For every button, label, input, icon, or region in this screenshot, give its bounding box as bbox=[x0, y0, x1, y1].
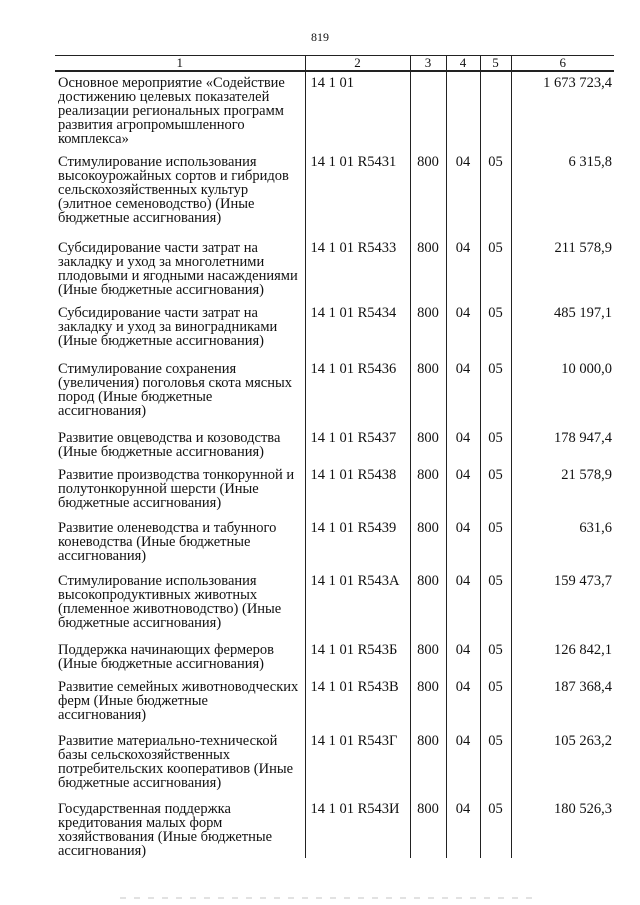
row-pr: 05 bbox=[480, 730, 511, 798]
row-pr: 05 bbox=[480, 151, 511, 237]
row-vr: 800 bbox=[410, 151, 446, 237]
table-row bbox=[55, 71, 614, 151]
row-name: Стимулирование сохранения (увеличения) поголовья скота мясных пород (Иные бюджетные ассигнования) bbox=[58, 361, 292, 419]
table-row bbox=[55, 302, 614, 358]
table-row bbox=[55, 639, 614, 676]
row-vr: 800 bbox=[410, 464, 446, 517]
row-pr: 05 bbox=[480, 358, 511, 427]
row-rz: 04 bbox=[446, 730, 480, 798]
row-pr: 05 bbox=[480, 676, 511, 730]
row-vr bbox=[410, 71, 446, 151]
row-sum: 187 368,4 bbox=[511, 676, 614, 730]
row-sum: 180 526,3 bbox=[511, 798, 614, 858]
table-row bbox=[55, 676, 614, 730]
row-code: 14 1 01 R543А bbox=[305, 570, 410, 639]
row-sum: 159 473,7 bbox=[511, 570, 614, 639]
row-code: 14 1 01 R5433 bbox=[305, 237, 410, 302]
row-rz: 04 bbox=[446, 798, 480, 858]
row-vr: 800 bbox=[410, 798, 446, 858]
row-name: Развитие оленеводства и табунного коневодства (Иные бюджетные ассигнования) bbox=[58, 520, 277, 564]
row-code: 14 1 01 R543В bbox=[305, 676, 410, 730]
row-sum: 211 578,9 bbox=[511, 237, 614, 302]
row-sum: 485 197,1 bbox=[511, 302, 614, 358]
row-vr: 800 bbox=[410, 358, 446, 427]
row-pr: 05 bbox=[480, 427, 511, 464]
budget-table-container bbox=[55, 55, 614, 859]
row-code: 14 1 01 R5436 bbox=[305, 358, 410, 427]
row-name: Развитие овцеводства и козоводства (Иные бюджетные ассигнования) bbox=[58, 430, 281, 460]
row-sum: 105 263,2 bbox=[511, 730, 614, 798]
header-col-3: 3 bbox=[410, 56, 446, 72]
row-sum: 631,6 bbox=[511, 517, 614, 570]
row-name: Государственная поддержка кредитования малых форм хозяйствования (Иные бюджетные ассигнования) bbox=[58, 801, 273, 859]
header-col-1: 1 bbox=[55, 56, 305, 72]
row-rz: 04 bbox=[446, 676, 480, 730]
row-name: Поддержка начинающих фермеров (Иные бюджетные ассигнования) bbox=[58, 642, 274, 672]
row-code: 14 1 01 R5434 bbox=[305, 302, 410, 358]
row-rz: 04 bbox=[446, 358, 480, 427]
row-vr: 800 bbox=[410, 427, 446, 464]
table-row bbox=[55, 427, 614, 464]
row-code: 14 1 01 R543Г bbox=[305, 730, 410, 798]
row-code: 14 1 01 R543И bbox=[305, 798, 410, 858]
header-col-4: 4 bbox=[446, 56, 480, 72]
row-pr: 05 bbox=[480, 237, 511, 302]
row-code: 14 1 01 R5437 bbox=[305, 427, 410, 464]
row-rz: 04 bbox=[446, 464, 480, 517]
row-code: 14 1 01 R543Б bbox=[305, 639, 410, 676]
scan-artifact bbox=[120, 897, 540, 899]
row-sum: 21 578,9 bbox=[511, 464, 614, 517]
row-rz: 04 bbox=[446, 427, 480, 464]
header-col-5: 5 bbox=[480, 56, 511, 72]
table-row bbox=[55, 798, 614, 858]
header-col-6: 6 bbox=[511, 56, 614, 72]
row-rz bbox=[446, 71, 480, 151]
row-vr: 800 bbox=[410, 730, 446, 798]
row-sum: 178 947,4 bbox=[511, 427, 614, 464]
row-rz: 04 bbox=[446, 237, 480, 302]
page-number: 819 bbox=[311, 30, 329, 44]
row-pr: 05 bbox=[480, 798, 511, 858]
row-code: 14 1 01 bbox=[305, 71, 410, 151]
row-vr: 800 bbox=[410, 676, 446, 730]
row-rz: 04 bbox=[446, 517, 480, 570]
row-pr: 05 bbox=[480, 639, 511, 676]
row-vr: 800 bbox=[410, 237, 446, 302]
table-row bbox=[55, 151, 614, 237]
row-pr: 05 bbox=[480, 517, 511, 570]
row-rz: 04 bbox=[446, 151, 480, 237]
row-name: Субсидирование части затрат на закладку и уход за виноградниками (Иные бюджетные ассигнования) bbox=[58, 305, 278, 349]
row-name: Стимулирование использования высокопродуктивных животных (племенное животноводство) (Иные бюджетные ассигнования) bbox=[58, 573, 282, 631]
table-row bbox=[55, 730, 614, 798]
row-rz: 04 bbox=[446, 302, 480, 358]
row-rz: 04 bbox=[446, 570, 480, 639]
row-sum: 126 842,1 bbox=[511, 639, 614, 676]
table-row bbox=[55, 570, 614, 639]
row-name: Развитие семейных животноводческих ферм (Иные бюджетные ассигнования) bbox=[58, 679, 299, 723]
row-vr: 800 bbox=[410, 570, 446, 639]
row-pr bbox=[480, 71, 511, 151]
row-vr: 800 bbox=[410, 302, 446, 358]
table-header-row bbox=[55, 56, 614, 72]
table-row bbox=[55, 358, 614, 427]
row-pr: 05 bbox=[480, 570, 511, 639]
table-row bbox=[55, 517, 614, 570]
row-name: Развитие материально-технической базы сельскохозяйственных потребительских кооперативов (Иные бюджетные ассигнования) bbox=[58, 733, 294, 791]
row-name: Развитие производства тонкорунной и полутонкорунной шерсти (Иные бюджетные ассигнования) bbox=[58, 467, 295, 511]
row-name: Субсидирование части затрат на закладку и уход за многолетними плодовыми и ягодными насаждениями (Иные бюджетные ассигнования) bbox=[58, 240, 298, 298]
row-pr: 05 bbox=[480, 464, 511, 517]
row-code: 14 1 01 R5438 bbox=[305, 464, 410, 517]
row-sum: 10 000,0 bbox=[511, 358, 614, 427]
row-code: 14 1 01 R5439 bbox=[305, 517, 410, 570]
table-row bbox=[55, 237, 614, 302]
row-sum: 6 315,8 bbox=[511, 151, 614, 237]
table-row bbox=[55, 464, 614, 517]
budget-table bbox=[55, 55, 614, 858]
row-vr: 800 bbox=[410, 517, 446, 570]
row-name: Основное мероприятие «Содействие достижению целевых показателей реализации региональных программ развития агропромышленного комплекса» bbox=[58, 75, 285, 147]
row-name: Стимулирование использования высокоурожайных сортов и гибридов сельскохозяйственных культур (элитное семеноводство) (Иные бюджетные ассигнования) bbox=[58, 154, 289, 226]
row-vr: 800 bbox=[410, 639, 446, 676]
row-code: 14 1 01 R5431 bbox=[305, 151, 410, 237]
row-rz: 04 bbox=[446, 639, 480, 676]
row-sum: 1 673 723,4 bbox=[511, 71, 614, 151]
row-pr: 05 bbox=[480, 302, 511, 358]
header-col-2: 2 bbox=[305, 56, 410, 72]
